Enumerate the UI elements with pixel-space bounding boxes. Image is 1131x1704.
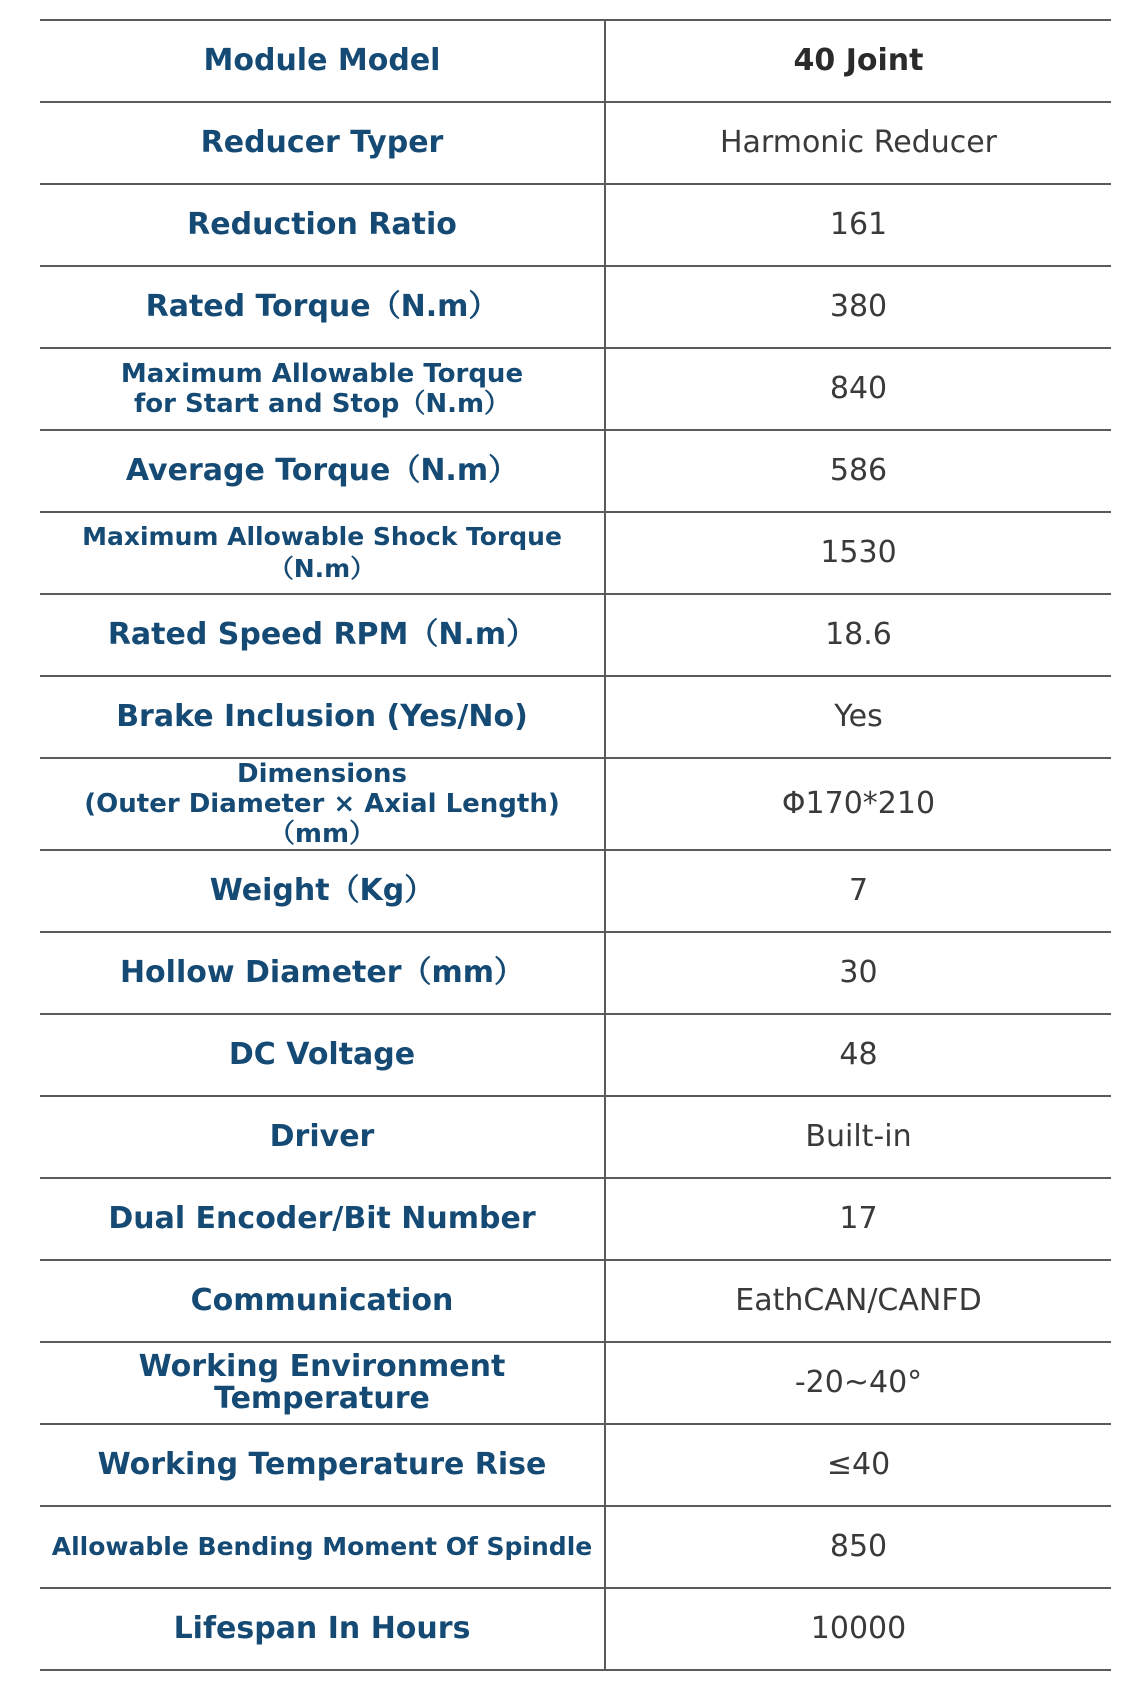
table-row: [40, 1096, 1111, 1178]
communication-value: EathCAN/CANFD: [735, 1283, 982, 1318]
max-shock-torque-value: 1530: [820, 535, 897, 570]
table-row: [40, 184, 1111, 266]
working-temperature-rise-value: ≤40: [826, 1447, 891, 1482]
table-row: [40, 102, 1111, 184]
dimensions-value: Φ170*210: [781, 786, 936, 821]
bending-moment-value: 850: [829, 1529, 888, 1564]
bending-moment-label: Allowable Bending Moment Of Spindle: [40, 1506, 605, 1588]
table-row: [40, 850, 1111, 932]
table-row: [40, 1260, 1111, 1342]
brake-inclusion-label: Brake Inclusion (Yes/No): [40, 676, 605, 758]
dimensions-label-line-1: Dimensions: [237, 759, 407, 789]
table-row: [40, 758, 1111, 850]
weight-label: Weight（Kg）: [40, 850, 605, 932]
max-start-stop-torque-label-line-1: Maximum Allowable Torque: [120, 359, 524, 389]
working-environment-temperature-value: -20~40°: [794, 1365, 923, 1400]
table-row: [40, 932, 1111, 1014]
rated-speed-label: Rated Speed RPM（N.m）: [40, 594, 605, 676]
driver-label: Driver: [40, 1096, 605, 1178]
hollow-diameter-value: 30: [839, 955, 878, 990]
table-row: [40, 594, 1111, 676]
table-row: [40, 512, 1111, 594]
rated-torque-value: 380: [829, 289, 888, 324]
table-row: [40, 1178, 1111, 1260]
table-row: [40, 348, 1111, 430]
communication-label: Communication: [40, 1260, 605, 1342]
dimensions-label-line-2: (Outer Diameter × Axial Length)（mm）: [84, 789, 560, 849]
table-row: [40, 1342, 1111, 1424]
reduction-ratio-label: Reduction Ratio: [40, 184, 605, 266]
hollow-diameter-label: Hollow Diameter（mm）: [40, 932, 605, 1014]
average-torque-value: 586: [829, 453, 888, 488]
reduction-ratio-value: 161: [829, 207, 888, 242]
average-torque-label: Average Torque（N.m）: [40, 430, 605, 512]
dc-voltage-label: DC Voltage: [40, 1014, 605, 1096]
table-row: [40, 1506, 1111, 1588]
dimensions-label: [40, 758, 605, 850]
dual-encoder-label: Dual Encoder/Bit Number: [40, 1178, 605, 1260]
reducer-type-label: Reducer Typer: [40, 102, 605, 184]
weight-value: 7: [848, 873, 869, 908]
table-row: [40, 1588, 1111, 1670]
table-row: [40, 676, 1111, 758]
rated-torque-label: Rated Torque（N.m）: [40, 266, 605, 348]
working-temperature-rise-label: Working Temperature Rise: [40, 1424, 605, 1506]
dual-encoder-value: 17: [839, 1201, 878, 1236]
lifespan-label: Lifespan In Hours: [40, 1588, 605, 1670]
max-shock-torque-label: Maximum Allowable Shock Torque（N.m）: [40, 512, 605, 594]
table-row: [40, 430, 1111, 512]
lifespan-value: 10000: [810, 1611, 907, 1646]
working-environment-temperature-label: Working Environment Temperature: [40, 1342, 605, 1424]
table-row: [40, 1014, 1111, 1096]
max-start-stop-torque-label: [40, 348, 605, 430]
brake-inclusion-value: Yes: [834, 699, 883, 734]
rated-speed-value: 18.6: [825, 617, 892, 652]
table-row: [40, 266, 1111, 348]
module-model-value: 40 Joint: [793, 43, 924, 78]
reducer-type-value: Harmonic Reducer: [719, 125, 997, 160]
spec-table: [40, 19, 1111, 1671]
table-header-row: [40, 20, 1111, 102]
max-start-stop-torque-value: 840: [829, 371, 888, 406]
dc-voltage-value: 48: [839, 1037, 878, 1072]
driver-value: Built-in: [805, 1119, 912, 1154]
module-model-label: Module Model: [40, 20, 605, 102]
table-row: [40, 1424, 1111, 1506]
max-start-stop-torque-label-line-2: for Start and Stop（N.m）: [133, 389, 511, 419]
